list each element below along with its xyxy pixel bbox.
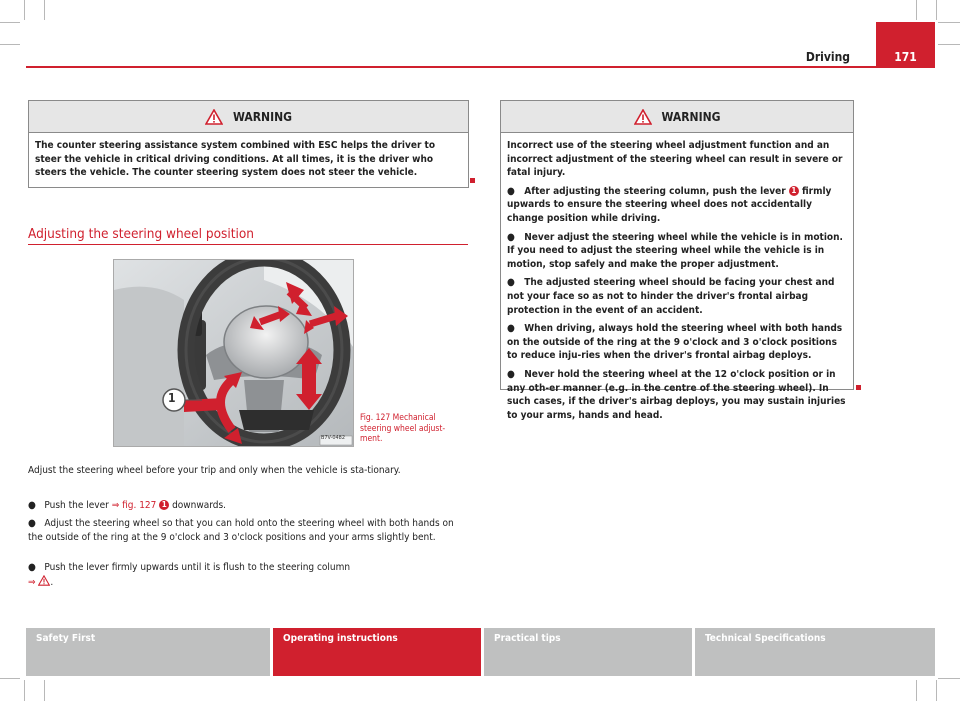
intro-paragraph: Adjust the steering wheel before your trip and only when the vehicle is sta-tionary. [28,465,401,476]
steering-wheel-figure [113,259,354,447]
crop-mark [938,22,960,23]
warning-reference-link[interactable]: ⇒ [28,576,39,588]
warning-item-text: firmly upwards to ensure the steering wheel does not accidentally change position while driving. [507,185,832,224]
warning-item-text: The adjusted steering wheel should be facing your chest and not your face so as not to hinder the driver's frontal airbag protection in the event of an accident. [507,277,835,316]
warning-title: WARNING [661,109,721,124]
crop-mark [44,680,45,701]
warning-item-text: Never hold the steering wheel at the 12 o'clock position or in any oth-er manner (e.g. in the centre of the steering wheel). In such cases, if the driver's airbag deploys, you may sustain injuries to your arms, hands and head. [507,368,846,421]
figure-caption: Fig. 127 Mechanical steering wheel adjust-ment. [360,413,446,444]
footer-tab-operating-instructions[interactable] [273,628,481,676]
warning-item-text: After adjusting the steering column, push the lever [524,185,789,197]
footer-tab-label: Safety First [36,633,96,644]
crop-mark [24,680,25,701]
footer-tab-technical-specifications[interactable] [695,628,935,676]
steering-wheel-illustration [114,260,354,447]
list-item-text: Adjust the steering wheel so that you can hold onto the steering wheel with both hands on the outside of the ring at the 9 o'clock and 3 o'clock positions and your arms slightly bent. [28,518,454,543]
warning-item-text: Never adjust the steering wheel while the vehicle is in motion. If you need to adjust the steering wheel while the vehicle is in motion, stop safely and make the proper adjustment. [507,231,843,270]
page-number: 171 [876,22,935,68]
section-end-mark [856,385,861,390]
footer-tab-label: Practical tips [494,633,561,644]
footer-tab-safety-first[interactable] [26,628,270,676]
crop-mark [44,0,45,20]
warning-header [29,101,468,133]
list-item: ● Push the lever ⇒ fig. 127 1 downwards. [28,500,227,511]
warning-item: ● Never hold the steering wheel at the 12 o'clock position or in any oth-er manner (e.g. in the centre of the steering wheel). In such cases, if the driver's airbag deploys, you may sustain injuries to your arms, hands and head. [507,368,846,421]
section-end-mark [470,178,475,183]
crop-mark [0,22,20,23]
callout-badge: 1 [789,186,799,196]
crop-mark [916,680,917,701]
list-item: ● Adjust the steering wheel so that you can hold onto the steering wheel with both hands on the outside of the ring at the 9 o'clock and 3 o'clock positions and your arms slightly bent. [28,518,454,543]
warning-text: The counter steering assistance system combined with ESC helps the driver to steer the vehicle in critical driving conditions. At all times, it is the driver who steers the vehicle. The counter steering system does not steer the vehicle. [35,140,436,179]
warning-header [501,101,853,133]
list-item-text: downwards. [169,500,227,511]
figure-code: B7V-0482 [321,435,345,441]
warning-box-left [28,100,469,188]
crop-mark [938,44,960,45]
crop-mark [936,680,937,701]
section-title: Adjusting the steering wheel position [28,226,254,242]
list-item-text: Push the lever [44,500,112,511]
warning-item: ● Never adjust the steering wheel while the vehicle is in motion. If you need to adjust the steering wheel while the vehicle is in motion, stop safely and make the proper adjustment. [507,231,843,270]
callout-badge: 1 [159,500,169,510]
warning-item: ● When driving, always hold the steering wheel with both hands on the outside of the ring at the 9 o'clock and 3 o'clock positions to reduce inju-ries when the driver's frontal airbag deploys. [507,323,843,362]
footer-tab-practical-tips[interactable] [484,628,692,676]
warning-item-text: When driving, always hold the steering wheel with both hands on the outside of the ring at the 9 o'clock and 3 o'clock positions to reduce inju-ries when the driver's frontal airbag deploys. [507,323,843,362]
footer-tab-label: Operating instructions [283,633,398,644]
list-item-text: Push the lever firmly upwards until it is flush to the steering column [44,562,351,573]
figure-callout-1: 1 [168,391,176,405]
crop-mark [916,0,917,20]
crop-mark [0,44,20,45]
warning-intro: Incorrect use of the steering wheel adjustment function and an incorrect adjustment of the steering wheel can result in severe or fatal injury. [507,140,843,179]
section-rule [28,244,468,245]
crop-mark [0,678,20,679]
warning-triangle-icon [634,109,652,125]
crop-mark [936,0,937,20]
header-rule [26,66,935,68]
warning-box-right [500,100,854,421]
warning-triangle-icon [205,109,223,125]
crop-mark [938,678,960,679]
warning-item: ● The adjusted steering wheel should be facing your chest and not your face so as not to hinder the driver's frontal airbag protection in the event of an accident. [507,277,835,316]
figure-reference-link[interactable]: ⇒ fig. 127 [111,500,160,511]
warning-triangle-icon[interactable] [38,575,50,586]
crop-mark [24,0,25,20]
warning-title: WARNING [233,109,292,124]
header-title: Driving [805,50,850,64]
list-item: ● Push the lever firmly upwards until it is flush to the steering column ⇒ . [28,562,351,588]
footer-tab-label: Technical Specifications [705,633,826,644]
warning-item: ● After adjusting the steering column, push the lever 1 firmly upwards to ensure the steering wheel does not accidentally change position while driving. [507,185,832,224]
